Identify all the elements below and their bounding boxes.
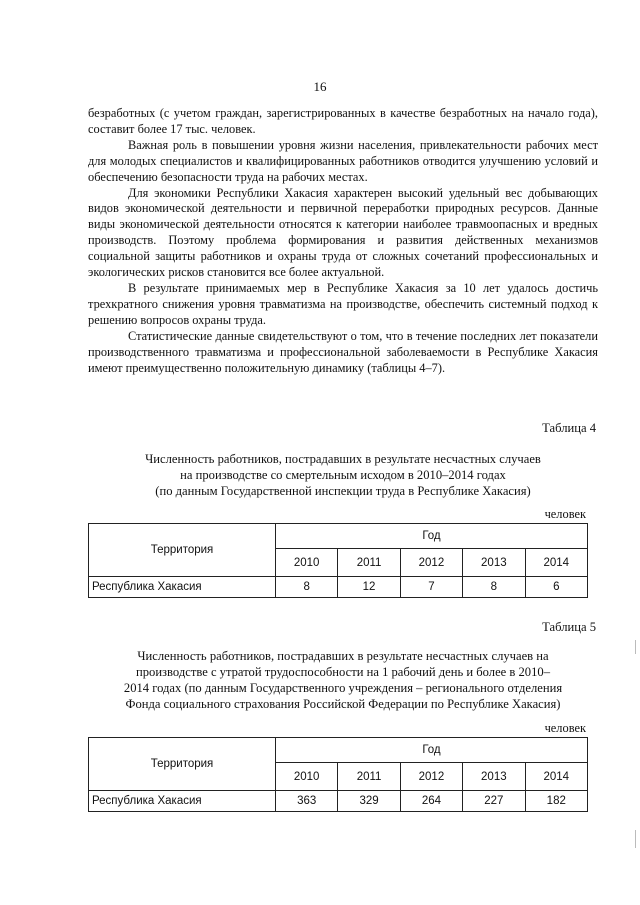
table4-title-line: (по данным Государственной инспекции труда в Республике Хакасия) (155, 484, 531, 498)
table5-value: 363 (275, 791, 337, 812)
table4-label: Таблица 4 (542, 421, 596, 435)
table5-title-line: производстве с утратой трудоспособности на 1 рабочий день и более в 2010– (135, 665, 550, 679)
table4-row-name: Республика Хакасия (89, 577, 276, 598)
page-number: 16 (313, 79, 327, 94)
table5-title-line: 2014 годах (по данным Государственного учреждения – регионального отделения (123, 681, 563, 695)
paragraph-2: Важная роль в повышении уровня жизни населения, привлекательности рабочих мест для молодых специалистов и квалифицированных работников отводится улучшению условий и обеспечению безопасности труда на рабочих местах. (88, 137, 598, 184)
paragraph-5: Статистические данные свидетельствуют о том, что в течение последних лет показатели производственного травматизма и профессиональной заболеваемости в Республике Хакасия имеют преимущественно положительную динамику (таблицы 4–7). (88, 328, 598, 375)
table5-header-year: Год (275, 738, 587, 763)
table4-year-2014: 2014 (525, 549, 587, 577)
scan-edge-mark (635, 640, 636, 654)
body-text (88, 106, 598, 376)
paragraph-3: Для экономики Республики Хакасия характерен высокий удельный вес добывающих видов экономической деятельности и первичной переработки природных ресурсов. Данные виды экономической деятельности относятся к категории наиболее травмоопасных и вредных производств. Поэтому проблема формирования и развития действенных механизмов социальной защиты работников и охраны труда от сложных сочетаний профессиональных и экологических рисков становится все более актуальной. (88, 185, 598, 280)
table4-title-line: на производстве со смертельным исходом в 2010–2014 годах (180, 468, 506, 482)
table-row (89, 791, 588, 812)
table5-value: 182 (525, 791, 587, 812)
table5-year-2011: 2011 (338, 763, 400, 791)
scan-edge-mark (635, 830, 636, 848)
table5-unit: человек (544, 721, 586, 735)
table5-year-2010: 2010 (275, 763, 337, 791)
table5-header-territory: Территория (89, 738, 276, 791)
table4-header-territory: Территория (89, 524, 276, 577)
table4-unit: человек (544, 507, 586, 521)
table5-value: 329 (338, 791, 400, 812)
table5-title (88, 648, 598, 712)
table5-title-line: Фонда социального страхования Российской Федерации по Республике Хакасия) (125, 697, 561, 711)
table4-value: 8 (275, 577, 337, 598)
table4-value: 7 (400, 577, 462, 598)
paragraph-1: безработных (с учетом граждан, зарегистрированных в качестве безработных на начало года), составит более 17 тыс. человек. (88, 106, 598, 136)
table4-value: 6 (525, 577, 587, 598)
table5-label: Таблица 5 (542, 620, 596, 634)
table5-title-line: Численность работников, пострадавших в результате несчастных случаев на (137, 649, 549, 663)
table4-title (88, 451, 598, 499)
table5 (88, 737, 588, 812)
table5-year-2014: 2014 (525, 763, 587, 791)
table4 (88, 523, 588, 598)
table5-row-name: Республика Хакасия (89, 791, 276, 812)
table4-year-2012: 2012 (400, 549, 462, 577)
table4-value: 12 (338, 577, 400, 598)
table5-value: 264 (400, 791, 462, 812)
table5-year-2013: 2013 (463, 763, 525, 791)
table4-year-2011: 2011 (338, 549, 400, 577)
table4-year-2010: 2010 (275, 549, 337, 577)
table-row (89, 577, 588, 598)
table5-year-2012: 2012 (400, 763, 462, 791)
table4-value: 8 (463, 577, 525, 598)
table5-value: 227 (463, 791, 525, 812)
table4-header-year: Год (275, 524, 587, 549)
table4-title-line: Численность работников, пострадавших в результате несчастных случаев (145, 452, 541, 466)
paragraph-4: В результате принимаемых мер в Республике Хакасия за 10 лет удалось достичь трехкратного снижения уровня травматизма на производстве, обеспечить системный подход к решению вопросов охраны труда. (88, 280, 598, 327)
table4-year-2013: 2013 (463, 549, 525, 577)
